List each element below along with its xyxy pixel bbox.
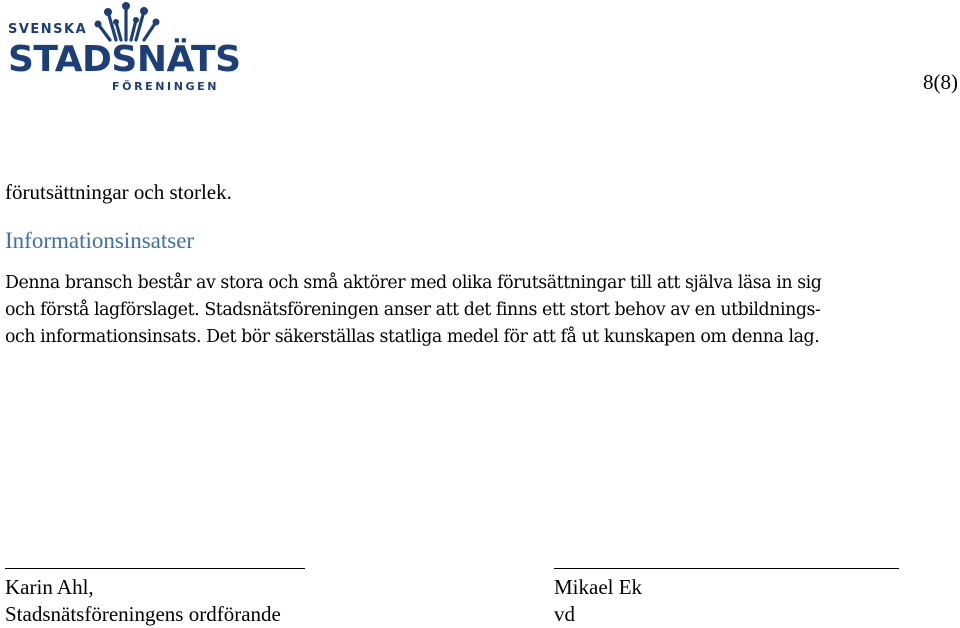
network-arc-icon	[86, 2, 168, 44]
signature-line-right	[554, 568, 899, 569]
section-heading: Informationsinsatser	[5, 228, 195, 253]
logo-sub-text: FÖRENINGEN	[112, 80, 220, 93]
stadsnats-logo	[4, 2, 241, 94]
body-paragraph	[5, 270, 960, 351]
signature-name-left: Karin Ahl,	[5, 575, 94, 599]
signature-title-left: Stadsnätsföreningens ordförande	[5, 602, 281, 626]
logo-main-text: STADSNÄTS	[8, 39, 241, 80]
signature-name-right: Mikael Ek	[554, 575, 643, 599]
paragraph-line: och informationsinsats. Det bör säkerställas statliga medel för att få ut kunskapen om denna lag.	[5, 327, 820, 347]
continuation-text: förutsättningar och storlek.	[5, 180, 232, 204]
signature-title-right: vd	[554, 602, 575, 626]
page-number: 8(8)	[923, 70, 958, 94]
signature-line-left	[5, 568, 305, 569]
paragraph-line: Denna bransch består av stora och små aktörer med olika förutsättningar till att själva läsa in sig	[5, 273, 822, 293]
logo-small-text: SVENSKA	[8, 22, 88, 37]
paragraph-line: och förstå lagförslaget. Stadsnätsföreningen anser att det finns ett stort behov av en utbildnings-	[5, 300, 821, 320]
